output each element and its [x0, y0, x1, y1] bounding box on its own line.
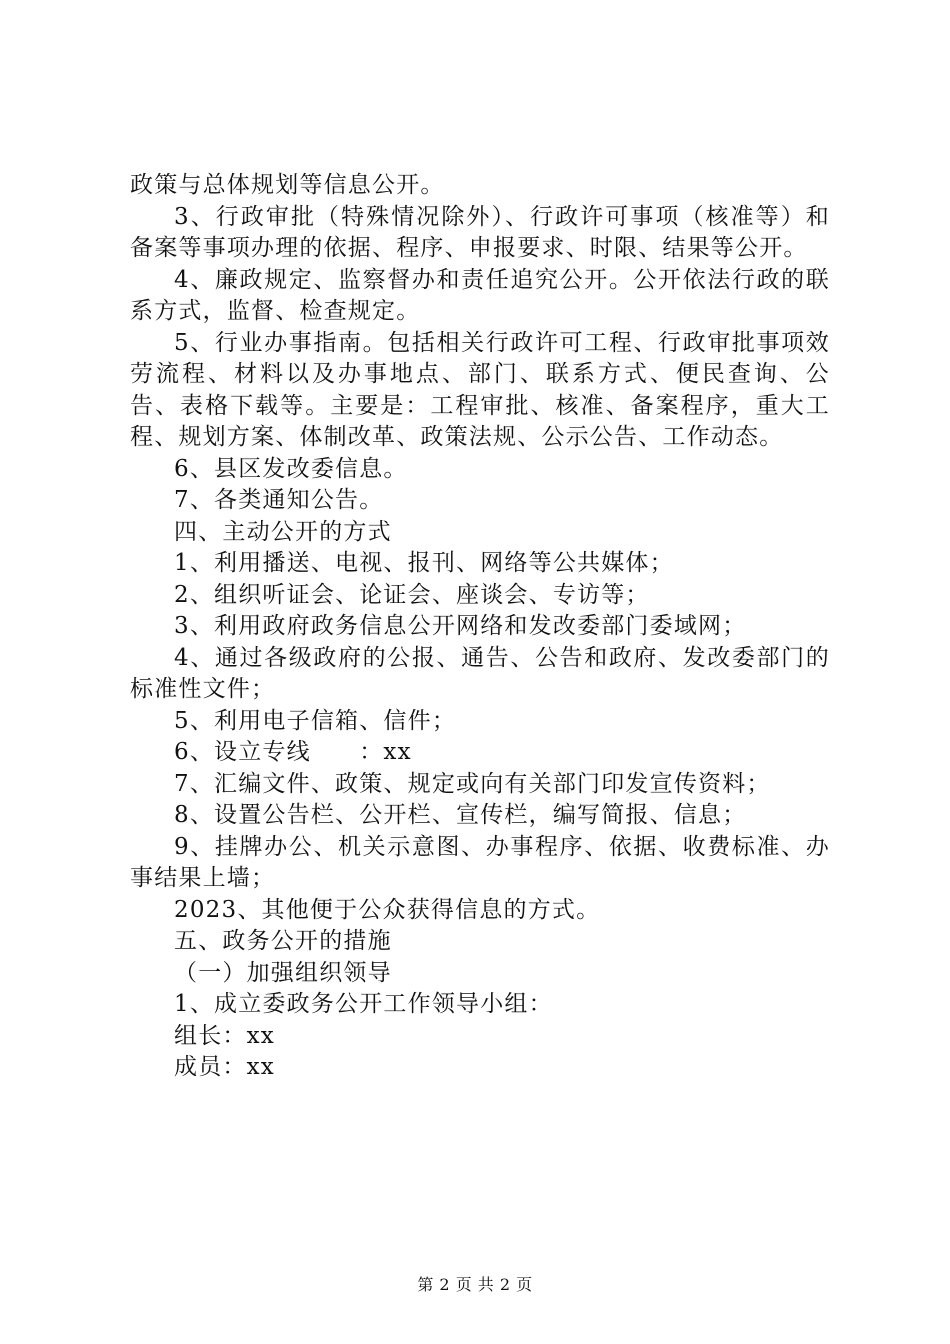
paragraph: 3、行政审批（特殊情况除外）、行政许可事项（核准等）和备案等事项办理的依据、程序、申报要求、时限、结果等公开。: [130, 203, 830, 261]
document-body: [130, 170, 830, 1084]
list-item: 2023、其他便于公众获得信息的方式。: [174, 896, 601, 923]
paragraph: 4、廉政规定、监察督办和责任追究公开。公开依法行政的联系方式，监督、检查规定。: [130, 266, 830, 324]
list-item: 组长：xx: [174, 1022, 275, 1049]
subsection-heading: （一）加强组织领导: [174, 959, 392, 986]
list-item: 8、设置公告栏、公开栏、宣传栏，编写简报、信息；: [174, 802, 747, 828]
paragraph: 5、行业办事指南。包括相关行政许可工程、行政审批事项效劳流程、材料以及办事地点、部门、联系方式、便民查询、公告、表格下载等。主要是：工程审批、核准、备案程序，重大工程、规划方案、体制改革、政策法规、公示公告、工作动态。: [130, 329, 830, 450]
list-item: 6、设立专线 ：xx: [174, 739, 412, 765]
paragraph: 政策与总体规划等信息公开。: [130, 172, 445, 198]
list-item: 3、利用政府政务信息公开网络和发改委部门委域网；: [174, 613, 747, 639]
list-item: 5、利用电子信箱、信件；: [174, 707, 457, 734]
list-item: 2、组织听证会、论证会、座谈会、专访等；: [174, 581, 650, 608]
section-heading: 五、政务公开的措施: [174, 928, 392, 954]
page-number-footer: 第 2 页 共 2 页: [417, 1275, 533, 1294]
section-heading: 四、主动公开的方式: [174, 518, 392, 545]
paragraph: 6、县区发改委信息。: [174, 455, 408, 482]
list-item: 成员：xx: [174, 1054, 275, 1080]
list-item: 1、利用播送、电视、报刊、网络等公共媒体；: [174, 550, 674, 576]
list-item: 9、挂牌办公、机关示意图、办事程序、依据、收费标准、办事结果上墙；: [130, 833, 830, 891]
list-item: 7、汇编文件、政策、规定或向有关部门印发宣传资料；: [174, 770, 771, 797]
paragraph: 7、各类通知公告。: [174, 487, 384, 513]
list-item: 1、成立委政务公开工作领导小组：: [174, 991, 553, 1017]
list-item: 4、通过各级政府的公报、通告、公告和政府、发改委部门的标准性文件；: [130, 644, 830, 702]
